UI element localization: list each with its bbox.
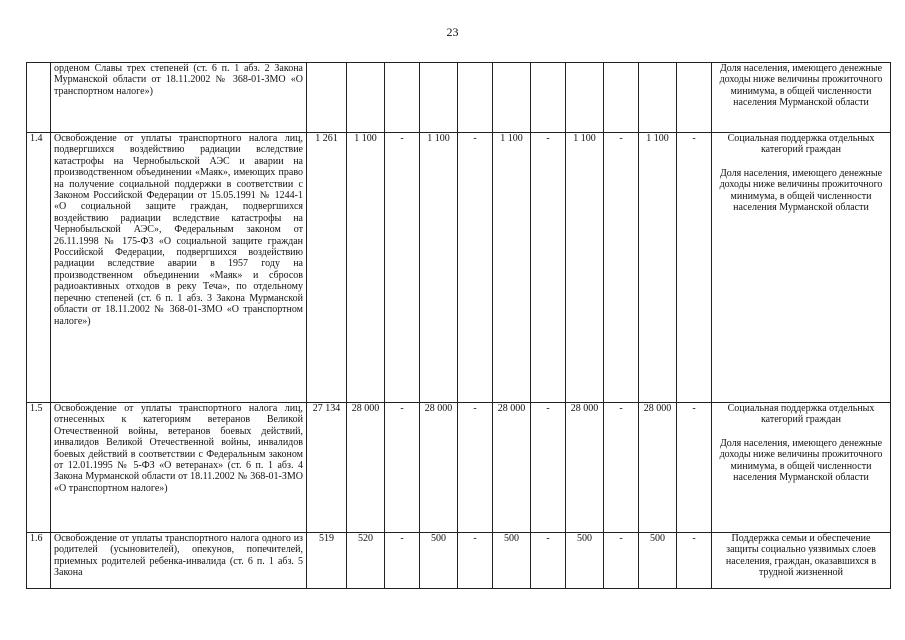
row-description: Освобождение от уплаты транспортного налога одного из родителей (усыновителей), опекунов, попечителей, приемных родителей ребенка-инвалида (ст. 6 п. 1 абз. 5 Закона	[51, 533, 307, 589]
value-cell: 28 000	[493, 403, 531, 533]
table-row	[27, 63, 891, 133]
value-cell	[420, 63, 458, 133]
value-cell: -	[458, 133, 493, 403]
value-cell: 28 000	[420, 403, 458, 533]
note-paragraph: Доля населения, имеющего денежные доходы ниже величины прожиточного минимума, в общей численности населения Мурманской области	[719, 437, 883, 484]
note-paragraph: Социальная поддержка отдельных категорий граждан	[727, 133, 875, 156]
row-number: 1.4	[27, 133, 51, 403]
value-cell	[493, 63, 531, 133]
value-cell: 519	[307, 533, 347, 589]
row-note	[712, 63, 891, 133]
value-cell: 500	[566, 533, 604, 589]
value-cell: 1 100	[566, 133, 604, 403]
row-note	[712, 533, 891, 589]
row-number: 1.5	[27, 403, 51, 533]
table-row	[27, 533, 891, 589]
value-cell: -	[458, 403, 493, 533]
value-cell: 520	[347, 533, 385, 589]
value-cell: 27 134	[307, 403, 347, 533]
value-cell	[531, 63, 566, 133]
value-cell	[677, 63, 712, 133]
value-cell: -	[677, 133, 712, 403]
value-cell	[307, 63, 347, 133]
row-note	[712, 403, 891, 533]
value-cell	[604, 63, 639, 133]
value-cell: 1 100	[639, 133, 677, 403]
row-number: 1.6	[27, 533, 51, 589]
value-cell	[458, 63, 493, 133]
value-cell: 1 100	[420, 133, 458, 403]
value-cell: -	[604, 133, 639, 403]
value-cell: -	[531, 403, 566, 533]
value-cell: -	[385, 133, 420, 403]
value-cell: 1 261	[307, 133, 347, 403]
value-cell	[566, 63, 604, 133]
value-cell: 500	[639, 533, 677, 589]
page-number: 23	[446, 25, 459, 39]
value-cell: 28 000	[639, 403, 677, 533]
table-row	[27, 133, 891, 403]
value-cell: -	[531, 133, 566, 403]
value-cell: 500	[493, 533, 531, 589]
row-description: орденом Славы трех степеней (ст. 6 п. 1 абз. 2 Закона Мурманской области от 18.11.2002 № 368-01-ЗМО «О транспортном налоге»)	[51, 63, 307, 133]
value-cell: -	[458, 533, 493, 589]
row-description: Освобождение от уплаты транспортного налога лиц, подвергшихся воздействию радиации вследствие катастрофы на Чернобыльской АЭС и аварии на производственном объединении «Маяк», имеющих право на получение социальной поддержки в соответствии с Законом Российской Федерации от 15.05.1991 № 1244-1 «О социальной защите граждан, подвергшихся воздействию радиации вследствие катастрофы на Чернобыльской АЭС», Федеральным законом от 26.11.1998 № 175-ФЗ «О социальной защите граждан Российской Федерации, подвергшихся воздействию радиации вследствие аварии в 1957 году на производственном объединении «Маяк» и сбросов радиоактивных отходов в реку Теча», по отдельному перечню степеней (ст. 6 п. 1 абз. 3 Закона Мурманской области от 18.11.2002 № 368-01-ЗМО «О транспортном налоге»)	[51, 133, 307, 403]
value-cell	[347, 63, 385, 133]
value-cell: -	[531, 533, 566, 589]
note-paragraph: Доля населения, имеющего денежные доходы ниже величины прожиточного минимума, в общей численности населения Мурманской области	[719, 63, 883, 109]
note-paragraph: Социальная поддержка отдельных категорий граждан	[727, 403, 875, 426]
value-cell: -	[385, 533, 420, 589]
value-cell: -	[677, 403, 712, 533]
row-number	[27, 63, 51, 133]
value-cell: 28 000	[347, 403, 385, 533]
note-paragraph: Поддержка семьи и обеспечение защиты социально уязвимых слоев населения, граждан, оказавшихся в трудной жизненной	[725, 533, 877, 579]
value-cell: 1 100	[347, 133, 385, 403]
tax-relief-table	[26, 62, 891, 589]
value-cell: 28 000	[566, 403, 604, 533]
value-cell: -	[604, 403, 639, 533]
row-description: Освобождение от уплаты транспортного налога лиц, отнесенных к категориям ветеранов Великой Отечественной войны, ветеранов боевых действий, инвалидов Великой Отечественной войны, инвалидов боевых действий в соответствии с Федеральным законом от 12.01.1995 № 5-ФЗ «О ветеранах» (ст. 6 п. 1 абз. 4 Закона Мурманской области от 18.11.2002 № 368-01-ЗМО «О транспортном налоге»)	[51, 403, 307, 533]
value-cell: -	[385, 403, 420, 533]
value-cell: -	[604, 533, 639, 589]
value-cell	[639, 63, 677, 133]
table-row	[27, 403, 891, 533]
value-cell: 1 100	[493, 133, 531, 403]
note-paragraph: Доля населения, имеющего денежные доходы ниже величины прожиточного минимума, в общей численности населения Мурманской области	[719, 167, 883, 214]
value-cell: 500	[420, 533, 458, 589]
row-note	[712, 133, 891, 403]
value-cell: -	[677, 533, 712, 589]
value-cell	[385, 63, 420, 133]
